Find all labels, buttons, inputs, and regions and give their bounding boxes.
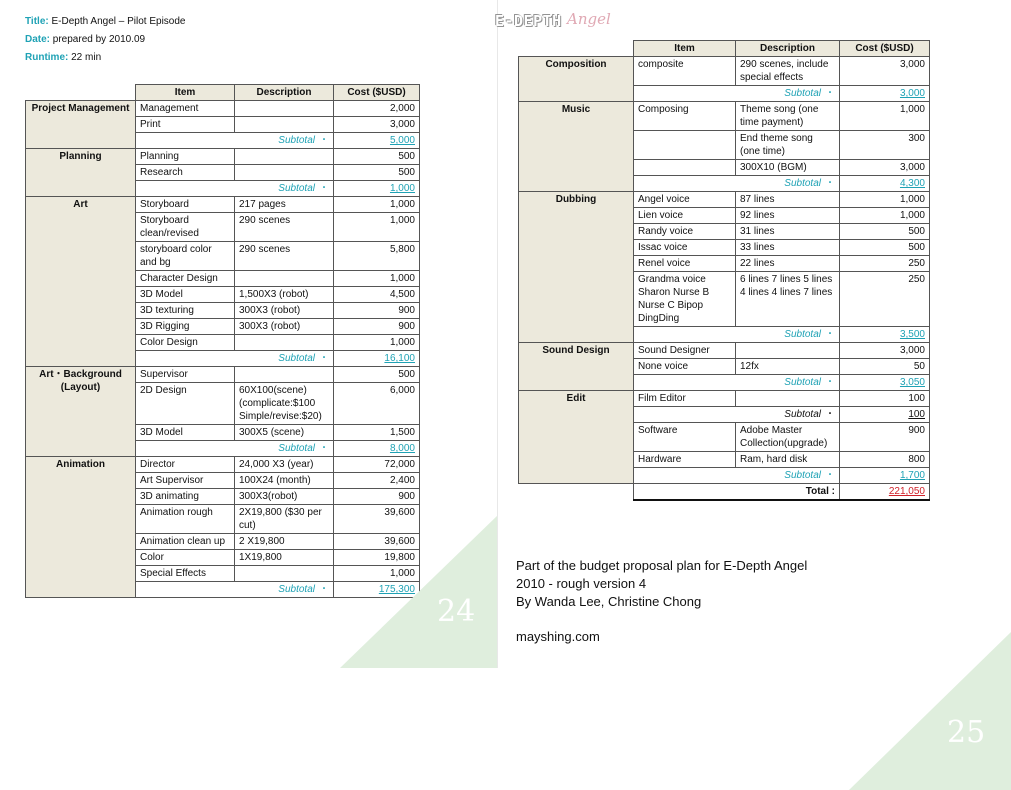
budget-table-right [518,40,930,501]
table-row [519,343,930,359]
left-page [0,0,498,790]
description-cell: 33 lines [736,240,840,256]
category-cell: Art・Background (Layout) [26,367,136,457]
cost-cell: 800 [840,452,930,468]
subtotal-value: 1,700 [840,468,930,484]
subtotal-label [634,86,840,102]
item-cell: Issac voice [634,240,736,256]
cost-cell: 500 [334,367,420,383]
description-cell [736,391,840,407]
subtotal-value: 3,050 [840,375,930,391]
item-cell: Print [136,117,235,133]
table-header-row [26,85,420,101]
total-row [519,484,930,501]
subtotal-bullet: ・ [825,470,835,481]
item-cell: 3D Model [136,425,235,441]
subtotal-value: 3,500 [840,327,930,343]
cost-cell: 39,600 [334,534,420,550]
cost-cell: 3,000 [840,160,930,176]
item-cell: Hardware [634,452,736,468]
cost-cell: 4,500 [334,287,420,303]
description-cell: 300X10 (BGM) [736,160,840,176]
item-cell: Storyboard clean/revised [136,213,235,242]
subtotal-value: 5,000 [334,133,420,149]
subtotal-bullet: ・ [319,584,329,595]
page-number: 24 [437,594,476,629]
meta-title: Title: E-Depth Angel – Pilot Episode [25,16,186,27]
description-cell: 300X3 (robot) [235,303,334,319]
description-cell: 6 lines 7 lines 5 lines 4 lines 4 lines 7 lines [736,272,840,327]
description-cell: 24,000 X3 (year) [235,457,334,473]
cost-cell: 1,000 [334,335,420,351]
subtotal-value: 100 [840,407,930,423]
item-cell: 3D texturing [136,303,235,319]
item-cell: Film Editor [634,391,736,407]
description-cell [235,566,334,582]
item-cell: Color [136,550,235,566]
cost-cell: 3,000 [334,117,420,133]
subtotal-label [136,133,334,149]
cost-cell: 2,400 [334,473,420,489]
description-cell: 60X100(scene) (complicate:$100 Simple/revise:$20) [235,383,334,425]
cost-cell: 1,000 [840,208,930,224]
item-cell: Renel voice [634,256,736,272]
item-cell: Research [136,165,235,181]
category-cell: Project Management [26,101,136,149]
logo [495,6,635,34]
item-cell: 3D Model [136,287,235,303]
description-cell: 290 scenes, include special effects [736,57,840,86]
header-cost: Cost ($USD) [840,41,930,57]
item-cell: Angel voice [634,192,736,208]
subtotal-label-text: Subtotal [784,178,821,189]
cost-cell: 19,800 [334,550,420,566]
subtotal-label-text: Subtotal [784,470,821,481]
item-cell [634,131,736,160]
description-cell: 217 pages [235,197,334,213]
subtotal-value: 175,300 [334,582,420,598]
subtotal-value: 1,000 [334,181,420,197]
cost-cell: 1,000 [334,213,420,242]
header-description: Description [736,41,840,57]
category-cell: Composition [519,57,634,102]
cost-cell: 39,600 [334,505,420,534]
table-row [26,149,420,165]
item-cell: Animation clean up [136,534,235,550]
description-cell [235,101,334,117]
item-cell [634,160,736,176]
table-row [26,197,420,213]
description-cell: End theme song (one time) [736,131,840,160]
item-cell: Storyboard [136,197,235,213]
header-blank [519,41,634,57]
cost-cell: 3,000 [840,57,930,86]
cost-cell: 500 [840,240,930,256]
item-cell: Composing [634,102,736,131]
subtotal-label-text: Subtotal [278,135,315,146]
table-row [26,367,420,383]
subtotal-label-text: Subtotal [784,409,821,420]
description-cell [235,335,334,351]
subtotal-value: 16,100 [334,351,420,367]
description-cell: 290 scenes [235,242,334,271]
cost-cell: 900 [334,303,420,319]
decorative-triangle [849,632,1011,790]
description-cell: Adobe Master Collection(upgrade) [736,423,840,452]
cost-cell: 900 [840,423,930,452]
subtotal-label-text: Subtotal [784,377,821,388]
description-cell: 1,500X3 (robot) [235,287,334,303]
cost-cell: 1,000 [334,566,420,582]
logo-text: E-DEPTH [495,12,562,30]
subtotal-label [634,327,840,343]
subtotal-bullet: ・ [825,409,835,420]
item-cell: Color Design [136,335,235,351]
description-cell: 12fx [736,359,840,375]
category-cell: Planning [26,149,136,197]
page-number: 25 [947,715,986,750]
logo-script: Angel [567,10,611,28]
table-header-row [519,41,930,57]
item-cell: Sound Designer [634,343,736,359]
caption-line: Part of the budget proposal plan for E-Depth Angel [516,558,808,573]
subtotal-value: 8,000 [334,441,420,457]
header-blank [26,85,136,101]
cost-cell: 500 [334,149,420,165]
cost-cell: 250 [840,256,930,272]
caption-line: 2010 - rough version 4 [516,576,647,591]
description-cell: 300X3(robot) [235,489,334,505]
cost-cell: 72,000 [334,457,420,473]
cost-cell: 300 [840,131,930,160]
description-cell: 290 scenes [235,213,334,242]
table-row [519,192,930,208]
category-cell: Edit [519,391,634,484]
description-cell: 100X24 (month) [235,473,334,489]
description-cell: 1X19,800 [235,550,334,566]
cost-cell: 5,800 [334,242,420,271]
cost-cell: 250 [840,272,930,327]
header-description: Description [235,85,334,101]
cost-cell: 1,500 [334,425,420,441]
item-cell: Management [136,101,235,117]
subtotal-bullet: ・ [319,183,329,194]
cost-cell: 3,000 [840,343,930,359]
item-cell: Art Supervisor [136,473,235,489]
subtotal-value: 4,300 [840,176,930,192]
caption-line: By Wanda Lee, Christine Chong [516,594,702,609]
table-row [26,101,420,117]
subtotal-bullet: ・ [319,353,329,364]
description-cell [235,271,334,287]
subtotal-bullet: ・ [825,329,835,340]
subtotal-label [634,407,840,423]
subtotal-bullet: ・ [319,443,329,454]
item-cell: Planning [136,149,235,165]
item-cell: Grandma voice Sharon Nurse B Nurse C Bipop DingDing [634,272,736,327]
description-cell: 2 X19,800 [235,534,334,550]
description-cell: 300X3 (robot) [235,319,334,335]
category-cell: Dubbing [519,192,634,343]
item-cell: Supervisor [136,367,235,383]
item-cell: None voice [634,359,736,375]
description-cell: 300X5 (scene) [235,425,334,441]
description-cell: 2X19,800 ($30 per cut) [235,505,334,534]
description-cell: Ram, hard disk [736,452,840,468]
item-cell: Character Design [136,271,235,287]
table-row [519,57,930,86]
item-cell: Animation rough [136,505,235,534]
subtotal-label-text: Subtotal [784,88,821,99]
category-cell: Art [26,197,136,367]
total-value: 221,050 [840,484,930,501]
website-link[interactable]: mayshing.com [516,629,600,644]
subtotal-label [136,181,334,197]
header-item: Item [634,41,736,57]
subtotal-bullet: ・ [825,88,835,99]
table-row [26,457,420,473]
table-row [519,391,930,407]
item-cell: Software [634,423,736,452]
description-cell [235,367,334,383]
subtotal-label-text: Subtotal [784,329,821,340]
cost-cell: 1,000 [334,271,420,287]
description-cell: 92 lines [736,208,840,224]
item-cell: Randy voice [634,224,736,240]
item-cell: Special Effects [136,566,235,582]
description-cell [235,149,334,165]
category-cell: Sound Design [519,343,634,391]
description-cell [235,165,334,181]
cost-cell: 1,000 [840,192,930,208]
table-row [519,102,930,131]
total-blank [519,484,634,501]
cost-cell: 900 [334,489,420,505]
subtotal-label [136,441,334,457]
subtotal-label [634,468,840,484]
cost-cell: 2,000 [334,101,420,117]
item-cell: Lien voice [634,208,736,224]
item-cell: 3D Rigging [136,319,235,335]
subtotal-bullet: ・ [825,377,835,388]
item-cell: 2D Design [136,383,235,425]
description-cell: 87 lines [736,192,840,208]
subtotal-bullet: ・ [825,178,835,189]
item-cell: composite [634,57,736,86]
subtotal-label-text: Subtotal [278,443,315,454]
decorative-triangle [340,515,498,668]
cost-cell: 500 [840,224,930,240]
description-cell: Theme song (one time payment) [736,102,840,131]
meta-date: Date: prepared by 2010.09 [25,34,146,45]
cost-cell: 500 [334,165,420,181]
total-label: Total : [634,484,840,501]
cost-cell: 6,000 [334,383,420,425]
subtotal-label-text: Subtotal [278,353,315,364]
meta-runtime: Runtime: 22 min [25,52,102,63]
subtotal-label [136,582,334,598]
cost-cell: 50 [840,359,930,375]
header-cost: Cost ($USD) [334,85,420,101]
subtotal-label [136,351,334,367]
description-cell: 31 lines [736,224,840,240]
category-cell: Music [519,102,634,192]
subtotal-label-text: Subtotal [278,584,315,595]
item-cell: storyboard color and bg [136,242,235,271]
subtotal-label [634,375,840,391]
cost-cell: 100 [840,391,930,407]
description-cell [235,117,334,133]
item-cell: Director [136,457,235,473]
description-cell [736,343,840,359]
subtotal-label-text: Subtotal [278,183,315,194]
subtotal-bullet: ・ [319,135,329,146]
cost-cell: 900 [334,319,420,335]
header-item: Item [136,85,235,101]
item-cell: 3D animating [136,489,235,505]
category-cell: Animation [26,457,136,598]
description-cell: 22 lines [736,256,840,272]
subtotal-label [634,176,840,192]
subtotal-value: 3,000 [840,86,930,102]
cost-cell: 1,000 [334,197,420,213]
cost-cell: 1,000 [840,102,930,131]
